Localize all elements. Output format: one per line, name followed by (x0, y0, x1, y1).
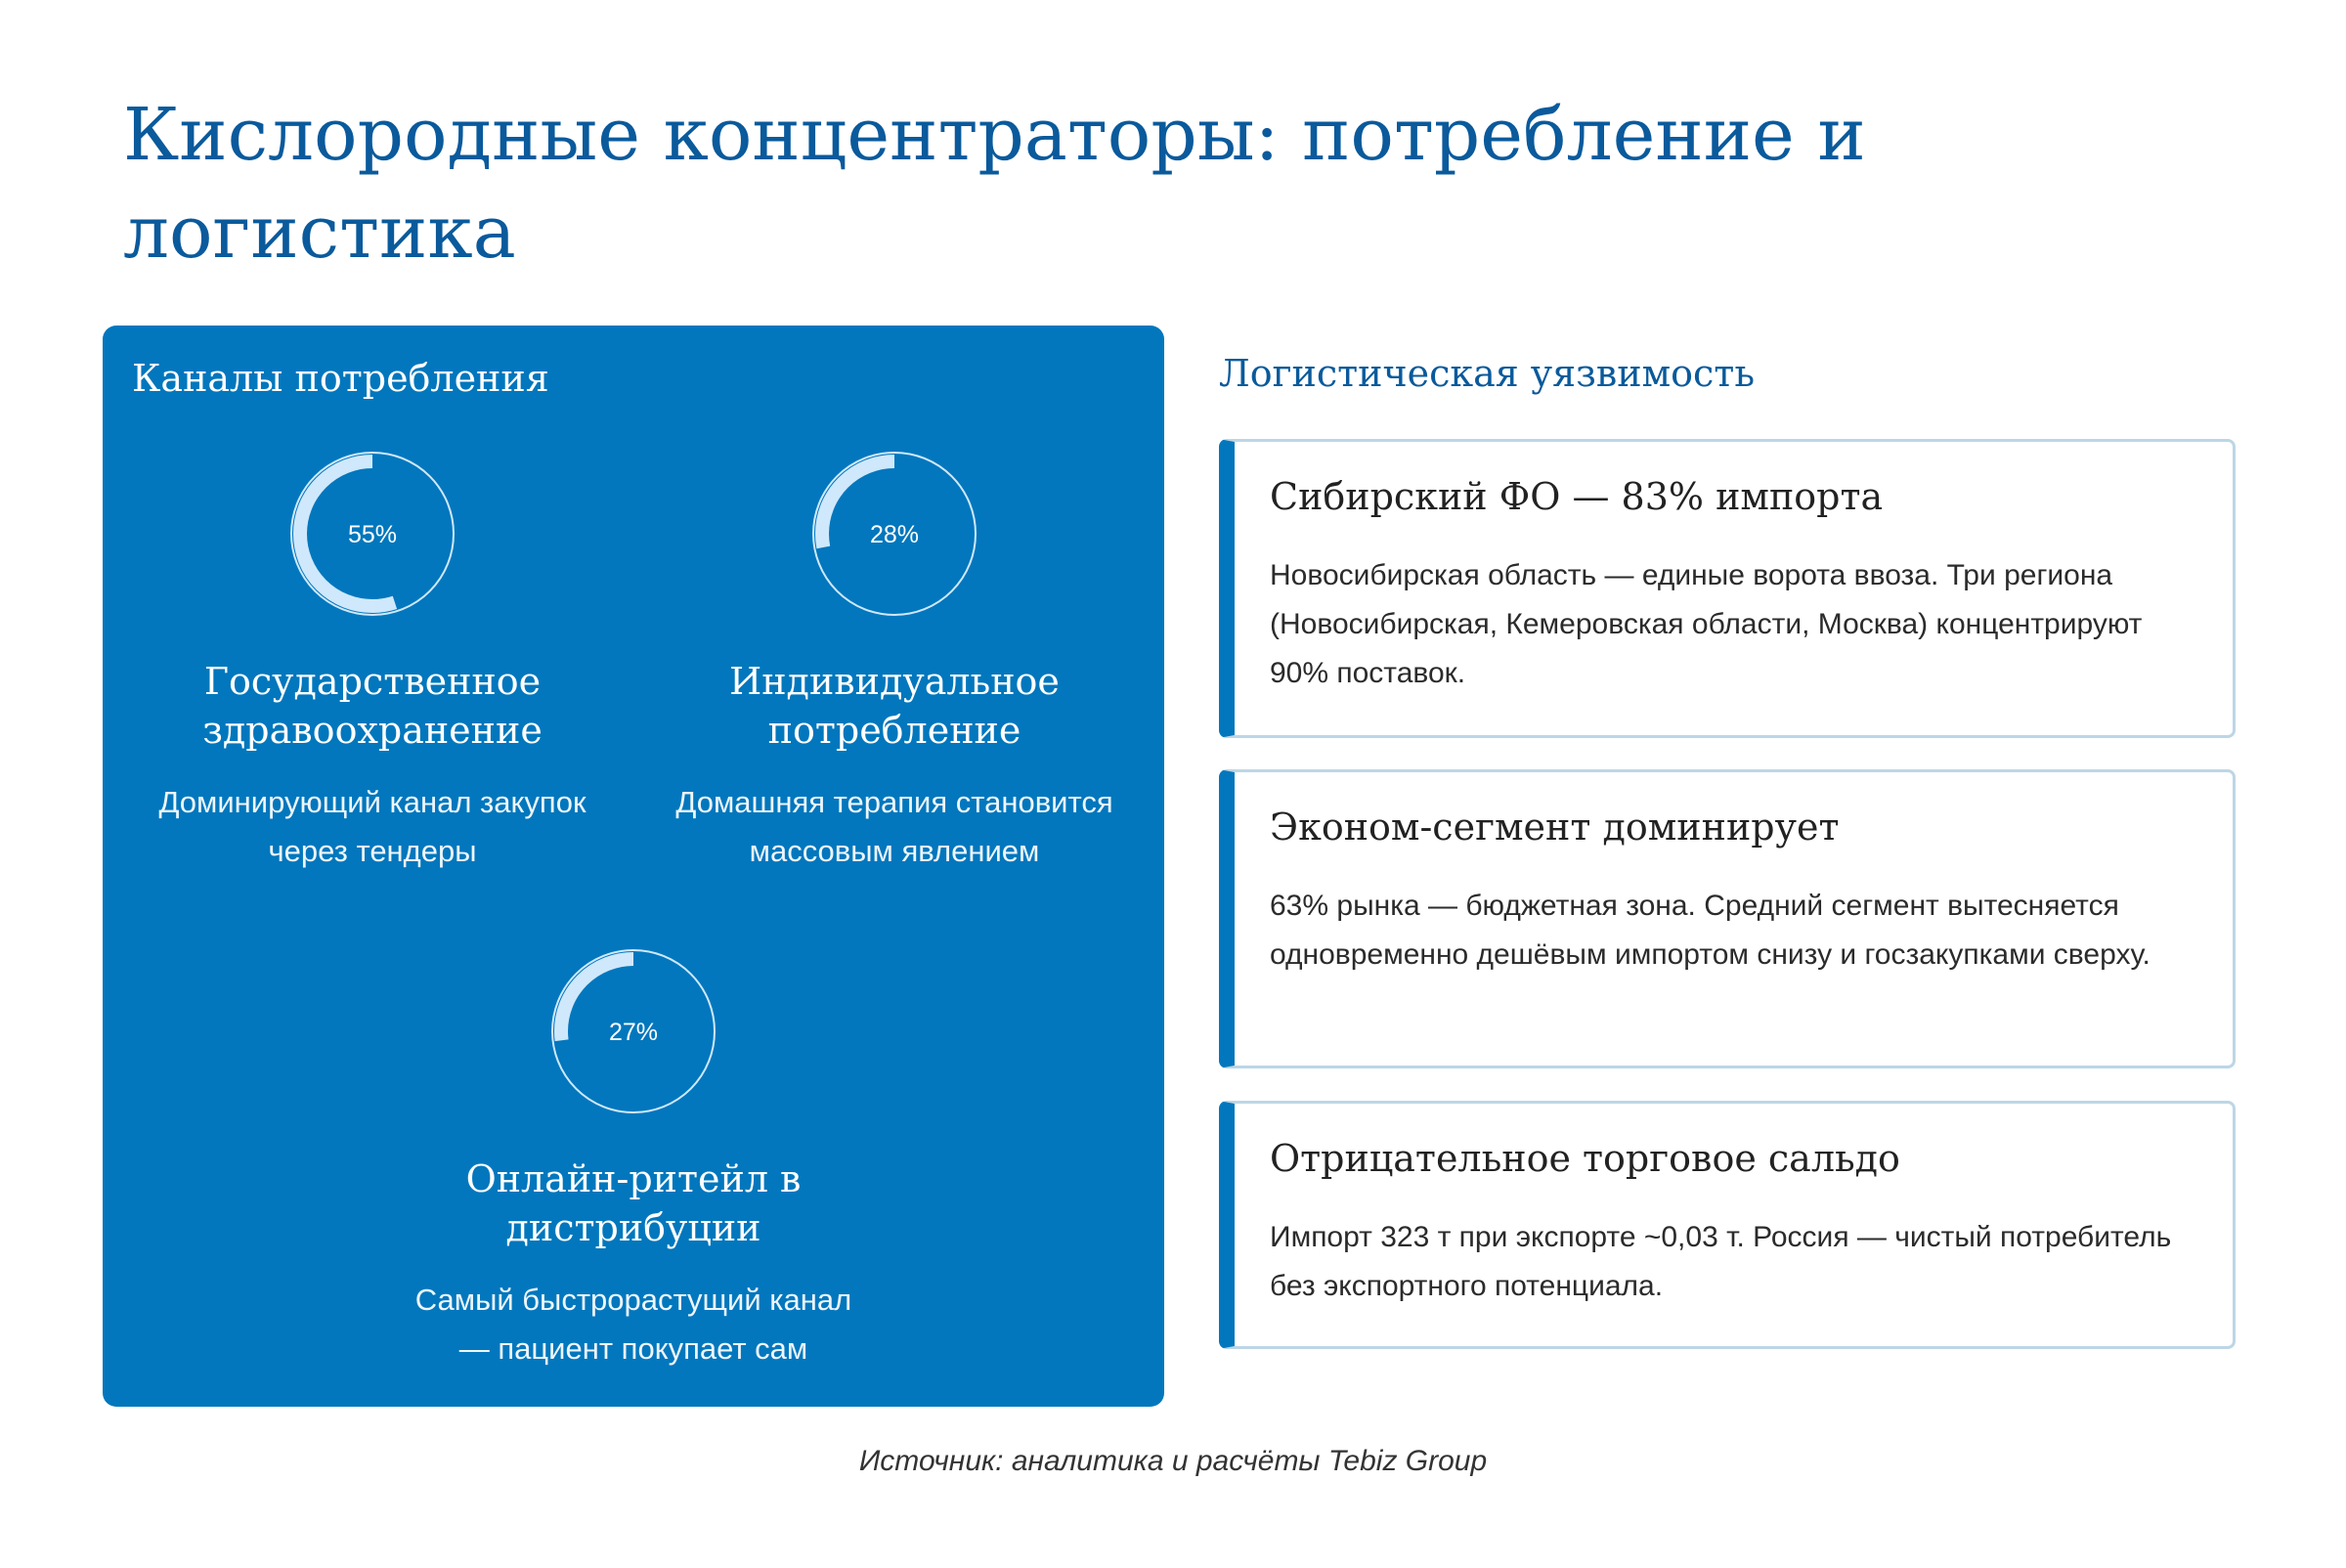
channel-name: Индивидуальное потребление (729, 660, 1060, 752)
consumption-channels-heading: Каналы потребления (132, 357, 549, 400)
card-siberian-import (1219, 439, 2236, 738)
channel-name: Онлайн-ритейл в дистрибуции (465, 1157, 802, 1249)
page-title: Кислородные концентраторы: потребление и логистика (123, 93, 1866, 275)
donut-percent-label: 55% (347, 521, 398, 548)
card-economy-segment (1219, 769, 2236, 1068)
channel-description: Самый быстрорастущий канал — пациент покупает сам (414, 1283, 852, 1366)
card-trade-balance (1219, 1101, 2236, 1349)
donut-percent-label: 27% (608, 1019, 659, 1046)
donut-chart (284, 446, 460, 622)
donut-percent-label: 28% (869, 521, 920, 548)
channel-public-healthcare (128, 446, 617, 876)
channel-online-retail (389, 943, 878, 1373)
channel-description: Доминирующий канал закупок через тендеры (158, 785, 586, 868)
channel-name: Государственное здравоохранение (202, 660, 543, 752)
card-text: Импорт 323 т при экспорте ~0,03 т. Россия — чистый потребитель без экспортного потенциала. (1270, 1221, 2172, 1302)
card-text: 63% рынка — бюджетная зона. Средний сегмент вытесняется одновременно дешёвым импортом снизу и госзакупками сверху. (1270, 890, 2150, 971)
card-title: Эконом-сегмент доминирует (1270, 806, 1840, 849)
source-note: Источник: аналитика и расчёты Tebiz Group (858, 1445, 1488, 1477)
channel-description: Домашняя терапия становится массовым явлением (675, 785, 1113, 868)
channel-individual-consumption (650, 446, 1139, 876)
card-title: Сибирский ФО — 83% импорта (1270, 475, 1884, 518)
card-text: Новосибирская область — единые ворота ввоза. Три региона (Новосибирская, Кемеровская области, Москва) концентрируют 90% поставок. (1270, 559, 2143, 689)
donut-chart (545, 943, 721, 1119)
logistics-vulnerability-heading: Логистическая уязвимость (1219, 352, 1756, 395)
consumption-channels-panel (103, 326, 1164, 1407)
card-title: Отрицательное торговое сальдо (1270, 1137, 1900, 1180)
donut-chart (806, 446, 982, 622)
